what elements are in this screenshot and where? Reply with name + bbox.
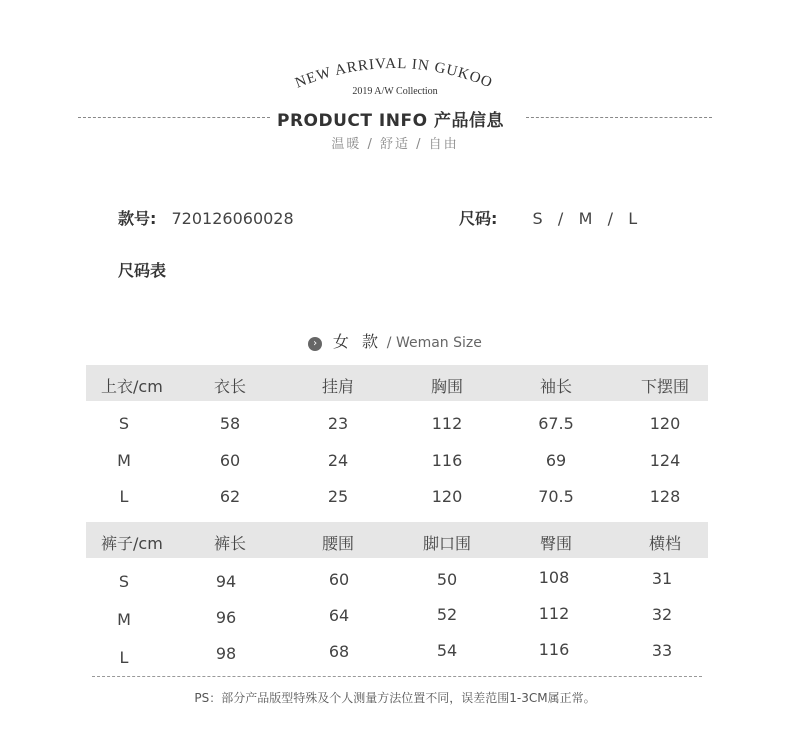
table-cell: 25 xyxy=(327,487,349,506)
size-section-title-en: / Weman Size xyxy=(386,335,482,351)
size-options-value: S / M / L xyxy=(532,209,638,228)
table-cell: L xyxy=(119,487,129,506)
table-cell: 98 xyxy=(215,644,237,663)
table-cell: 60 xyxy=(219,451,241,470)
table-cell: 52 xyxy=(436,605,458,624)
table-cell: 60 xyxy=(328,570,350,589)
page-subtitle: 温暖 / 舒适 / 自由 xyxy=(331,137,459,152)
tops-header-cell: 上衣/cm xyxy=(101,377,163,396)
pants-header-cell: 臀围 xyxy=(539,534,573,553)
pants-header-cell: 脚口围 xyxy=(422,534,472,553)
size-section-title xyxy=(0,329,790,352)
table-cell: S xyxy=(118,414,130,433)
table-cell: 33 xyxy=(651,641,673,660)
table-cell: 116 xyxy=(431,451,463,470)
table-cell: 120 xyxy=(431,487,463,506)
pants-header-cell: 横档 xyxy=(648,534,682,553)
tops-header-cell: 袖长 xyxy=(539,377,573,396)
table-cell: 70.5 xyxy=(538,487,574,506)
size-options xyxy=(459,206,637,229)
size-chart-label: 尺码表 xyxy=(118,261,167,280)
table-cell: 67.5 xyxy=(538,414,574,433)
style-number-label: 款号: xyxy=(118,209,157,228)
style-number xyxy=(118,206,294,229)
size-options-label: 尺码: xyxy=(459,209,498,228)
table-cell: 23 xyxy=(327,414,349,433)
chevron-right-circle-icon: › xyxy=(308,337,322,351)
table-cell: 112 xyxy=(538,604,570,623)
table-cell: 68 xyxy=(328,642,350,661)
table-cell: 58 xyxy=(219,414,241,433)
footer-note: PS：部分产品版型特殊及个人测量方法位置不同，误差范围1-3CM属正常。 xyxy=(194,691,596,705)
table-cell: L xyxy=(119,648,129,667)
table-cell: 31 xyxy=(651,569,673,588)
tops-header-cell: 衣长 xyxy=(213,377,247,396)
table-cell: 124 xyxy=(649,451,681,470)
pants-header-cell: 腰围 xyxy=(321,534,355,553)
footer-divider xyxy=(92,676,702,677)
table-cell: 94 xyxy=(215,572,237,591)
table-cell: 128 xyxy=(649,487,681,506)
table-cell: 32 xyxy=(651,605,673,624)
table-cell: 116 xyxy=(538,640,570,659)
table-cell: 120 xyxy=(649,414,681,433)
table-cell: 54 xyxy=(436,641,458,660)
tops-header-cell: 挂肩 xyxy=(321,377,355,396)
title-divider-left xyxy=(78,117,270,118)
title-divider-right xyxy=(526,117,712,118)
table-cell: 108 xyxy=(538,568,570,587)
arc-title xyxy=(0,0,790,100)
tops-header-cell: 下摆围 xyxy=(640,377,690,396)
tops-header-cell: 胸围 xyxy=(430,377,464,396)
pants-header-cell: 裤长 xyxy=(213,534,247,553)
table-cell: 112 xyxy=(431,414,463,433)
table-cell: 69 xyxy=(545,451,567,470)
size-section-title-cn: 女 款 xyxy=(332,332,382,351)
tops-header-band xyxy=(86,365,708,401)
table-cell: M xyxy=(117,610,131,629)
table-cell: 96 xyxy=(215,608,237,627)
table-cell: 64 xyxy=(328,606,350,625)
table-cell: 50 xyxy=(436,570,458,589)
pants-header-band xyxy=(86,522,708,558)
table-cell: M xyxy=(117,451,131,470)
style-number-value: 720126060028 xyxy=(171,209,294,228)
page-title: PRODUCT INFO 产品信息 xyxy=(277,111,504,131)
arc-title-text: NEW ARRIVAL IN GUKOO xyxy=(293,55,495,92)
table-cell: 24 xyxy=(327,451,349,470)
collection-label: 2019 A/W Collection xyxy=(352,86,438,97)
pants-header-cell: 裤子/cm xyxy=(101,534,163,553)
title-row xyxy=(78,104,712,132)
table-cell: 62 xyxy=(219,487,241,506)
table-cell: S xyxy=(118,572,130,591)
